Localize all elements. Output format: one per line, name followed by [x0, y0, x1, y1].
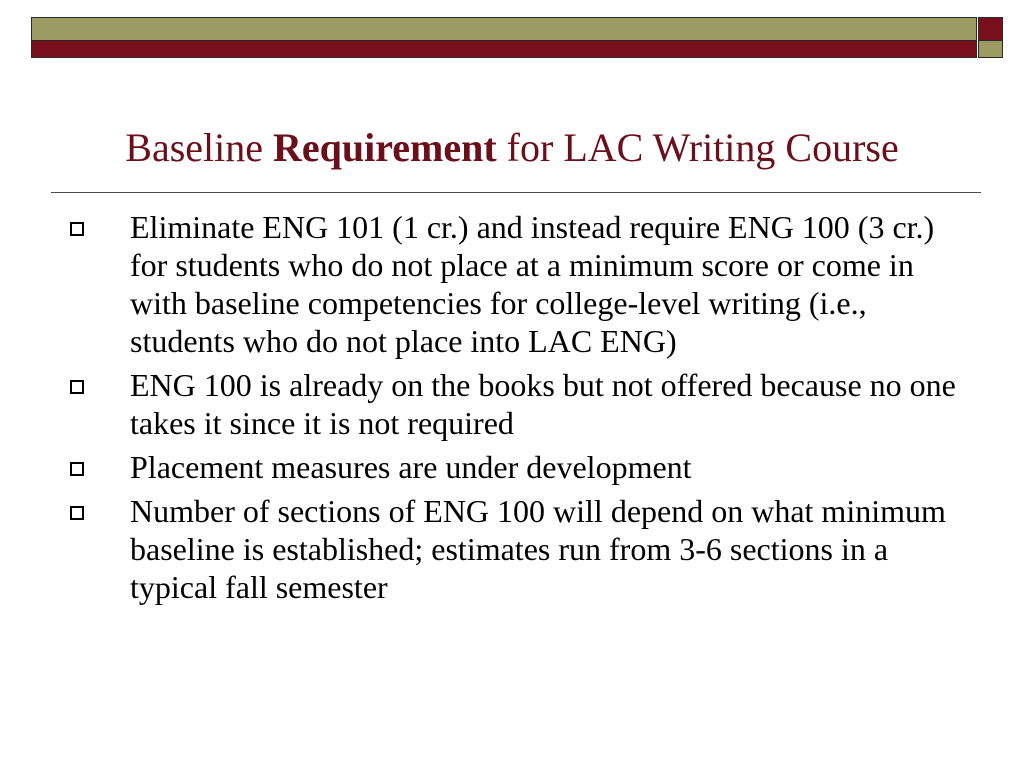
bullet-item	[60, 208, 970, 360]
bullet-text: Eliminate ENG 101 (1 cr.) and instead require ENG 100 (3 cr.) for students who do not place at a minimum score or come in with baseline competencies for college-level writing (i.e., students who do not place into LAC ENG)	[130, 209, 935, 359]
title-emphasis: Requirement	[273, 125, 497, 170]
bullet-item	[60, 492, 970, 606]
title-divider	[51, 192, 981, 193]
header-bar-maroon	[31, 41, 977, 58]
bullet-list	[60, 208, 970, 612]
hollow-square-icon	[70, 462, 84, 476]
header-bar-olive	[31, 17, 977, 41]
header-square-olive	[978, 41, 1003, 58]
hollow-square-icon	[70, 506, 84, 520]
bullet-item	[60, 448, 970, 486]
header-square-maroon	[978, 17, 1003, 41]
slide-title	[0, 124, 1024, 172]
title-after: for LAC Writing Course	[496, 125, 899, 170]
bullet-item	[60, 366, 970, 442]
hollow-square-icon	[70, 222, 84, 236]
title-before: Baseline	[125, 125, 273, 170]
bullet-text: Number of sections of ENG 100 will depend on what minimum baseline is established; estimates run from 3-6 sections in a typical fall semester	[130, 493, 946, 605]
bullet-text: ENG 100 is already on the books but not offered because no one takes it since it is not required	[130, 367, 956, 441]
hollow-square-icon	[70, 380, 84, 394]
bullet-text: Placement measures are under development	[130, 449, 692, 485]
